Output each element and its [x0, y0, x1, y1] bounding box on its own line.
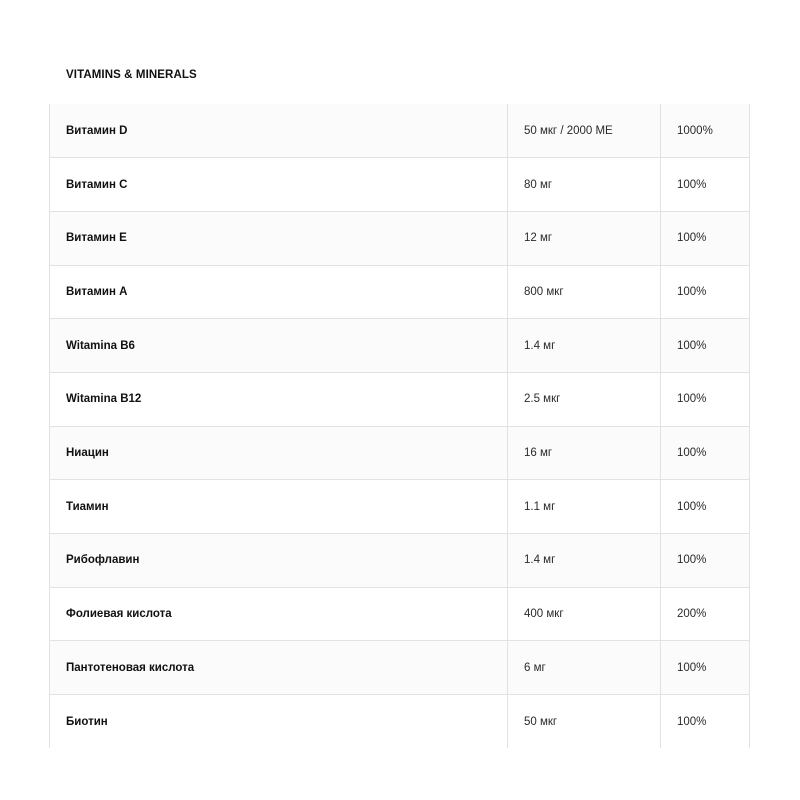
table-row: [50, 587, 750, 641]
nutrient-amount: 800 мкг: [508, 265, 661, 319]
nutrient-amount: 1.4 мг: [508, 319, 661, 373]
nutrition-table: [49, 104, 750, 748]
nutrient-name: Рибофлавин: [50, 534, 508, 588]
nutrient-name: Фолиевая кислота: [50, 587, 508, 641]
daily-value-percent: 100%: [661, 426, 750, 480]
nutrient-name: Витамин C: [50, 158, 508, 212]
table-row: [50, 695, 750, 749]
daily-value-percent: 100%: [661, 480, 750, 534]
daily-value-percent: 100%: [661, 641, 750, 695]
nutrient-name: Витамин A: [50, 265, 508, 319]
nutrient-amount: 400 мкг: [508, 587, 661, 641]
table-row: [50, 426, 750, 480]
nutrient-amount: 6 мг: [508, 641, 661, 695]
table-row: [50, 319, 750, 373]
table-row: [50, 104, 750, 158]
daily-value-percent: 100%: [661, 695, 750, 749]
section-title: VITAMINS & MINERALS: [66, 69, 197, 81]
daily-value-percent: 100%: [661, 265, 750, 319]
nutrient-name: Биотин: [50, 695, 508, 749]
daily-value-percent: 100%: [661, 372, 750, 426]
nutrient-amount: 1.1 мг: [508, 480, 661, 534]
daily-value-percent: 100%: [661, 158, 750, 212]
table-row: [50, 534, 750, 588]
nutrient-amount: 12 мг: [508, 211, 661, 265]
table-row: [50, 372, 750, 426]
daily-value-percent: 100%: [661, 211, 750, 265]
table-row: [50, 211, 750, 265]
nutrient-amount: 50 мкг / 2000 МЕ: [508, 104, 661, 158]
table-row: [50, 158, 750, 212]
nutrient-amount: 50 мкг: [508, 695, 661, 749]
nutrient-amount: 2.5 мкг: [508, 372, 661, 426]
nutrient-amount: 16 мг: [508, 426, 661, 480]
nutrient-amount: 80 мг: [508, 158, 661, 212]
nutrient-name: Witamina B12: [50, 372, 508, 426]
nutrient-name: Пантотеновая кислота: [50, 641, 508, 695]
daily-value-percent: 200%: [661, 587, 750, 641]
table-row: [50, 480, 750, 534]
nutrient-name: Ниацин: [50, 426, 508, 480]
table-row: [50, 641, 750, 695]
nutrient-amount: 1.4 мг: [508, 534, 661, 588]
daily-value-percent: 100%: [661, 319, 750, 373]
nutrient-name: Витамин E: [50, 211, 508, 265]
daily-value-percent: 1000%: [661, 104, 750, 158]
daily-value-percent: 100%: [661, 534, 750, 588]
nutrient-name: Тиамин: [50, 480, 508, 534]
nutrient-name: Витамин D: [50, 104, 508, 158]
nutrient-name: Witamina B6: [50, 319, 508, 373]
table-row: [50, 265, 750, 319]
